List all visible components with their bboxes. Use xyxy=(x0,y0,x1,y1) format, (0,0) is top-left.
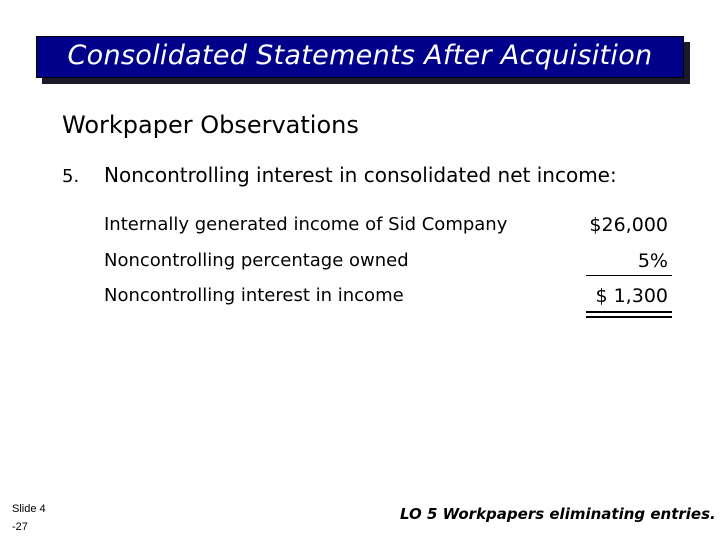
slide-number-line1: Slide 4 xyxy=(12,503,46,515)
title-bar xyxy=(36,36,684,78)
slide-number-line2: -27 xyxy=(12,521,28,533)
row-value-income: $26,000 xyxy=(589,214,668,236)
slide-title: Consolidated Statements After Acquisition xyxy=(67,40,653,71)
row-value-percentage: 5% xyxy=(637,250,668,272)
double-underline-top xyxy=(586,311,672,313)
row-label-percentage: Noncontrolling percentage owned xyxy=(104,250,409,271)
learning-objective: LO 5 Workpapers eliminating entries. xyxy=(400,505,716,523)
subtotal-underline xyxy=(586,275,672,276)
item-number: 5. xyxy=(62,166,80,187)
row-label-income: Internally generated income of Sid Company xyxy=(104,214,508,235)
row-value-nci: $ 1,300 xyxy=(595,285,668,307)
section-heading: Workpaper Observations xyxy=(62,111,359,139)
double-underline-bottom xyxy=(586,316,672,318)
slide-number xyxy=(12,500,62,536)
row-label-nci: Noncontrolling interest in income xyxy=(104,285,404,306)
item-text: Noncontrolling interest in consolidated net income: xyxy=(104,163,617,187)
